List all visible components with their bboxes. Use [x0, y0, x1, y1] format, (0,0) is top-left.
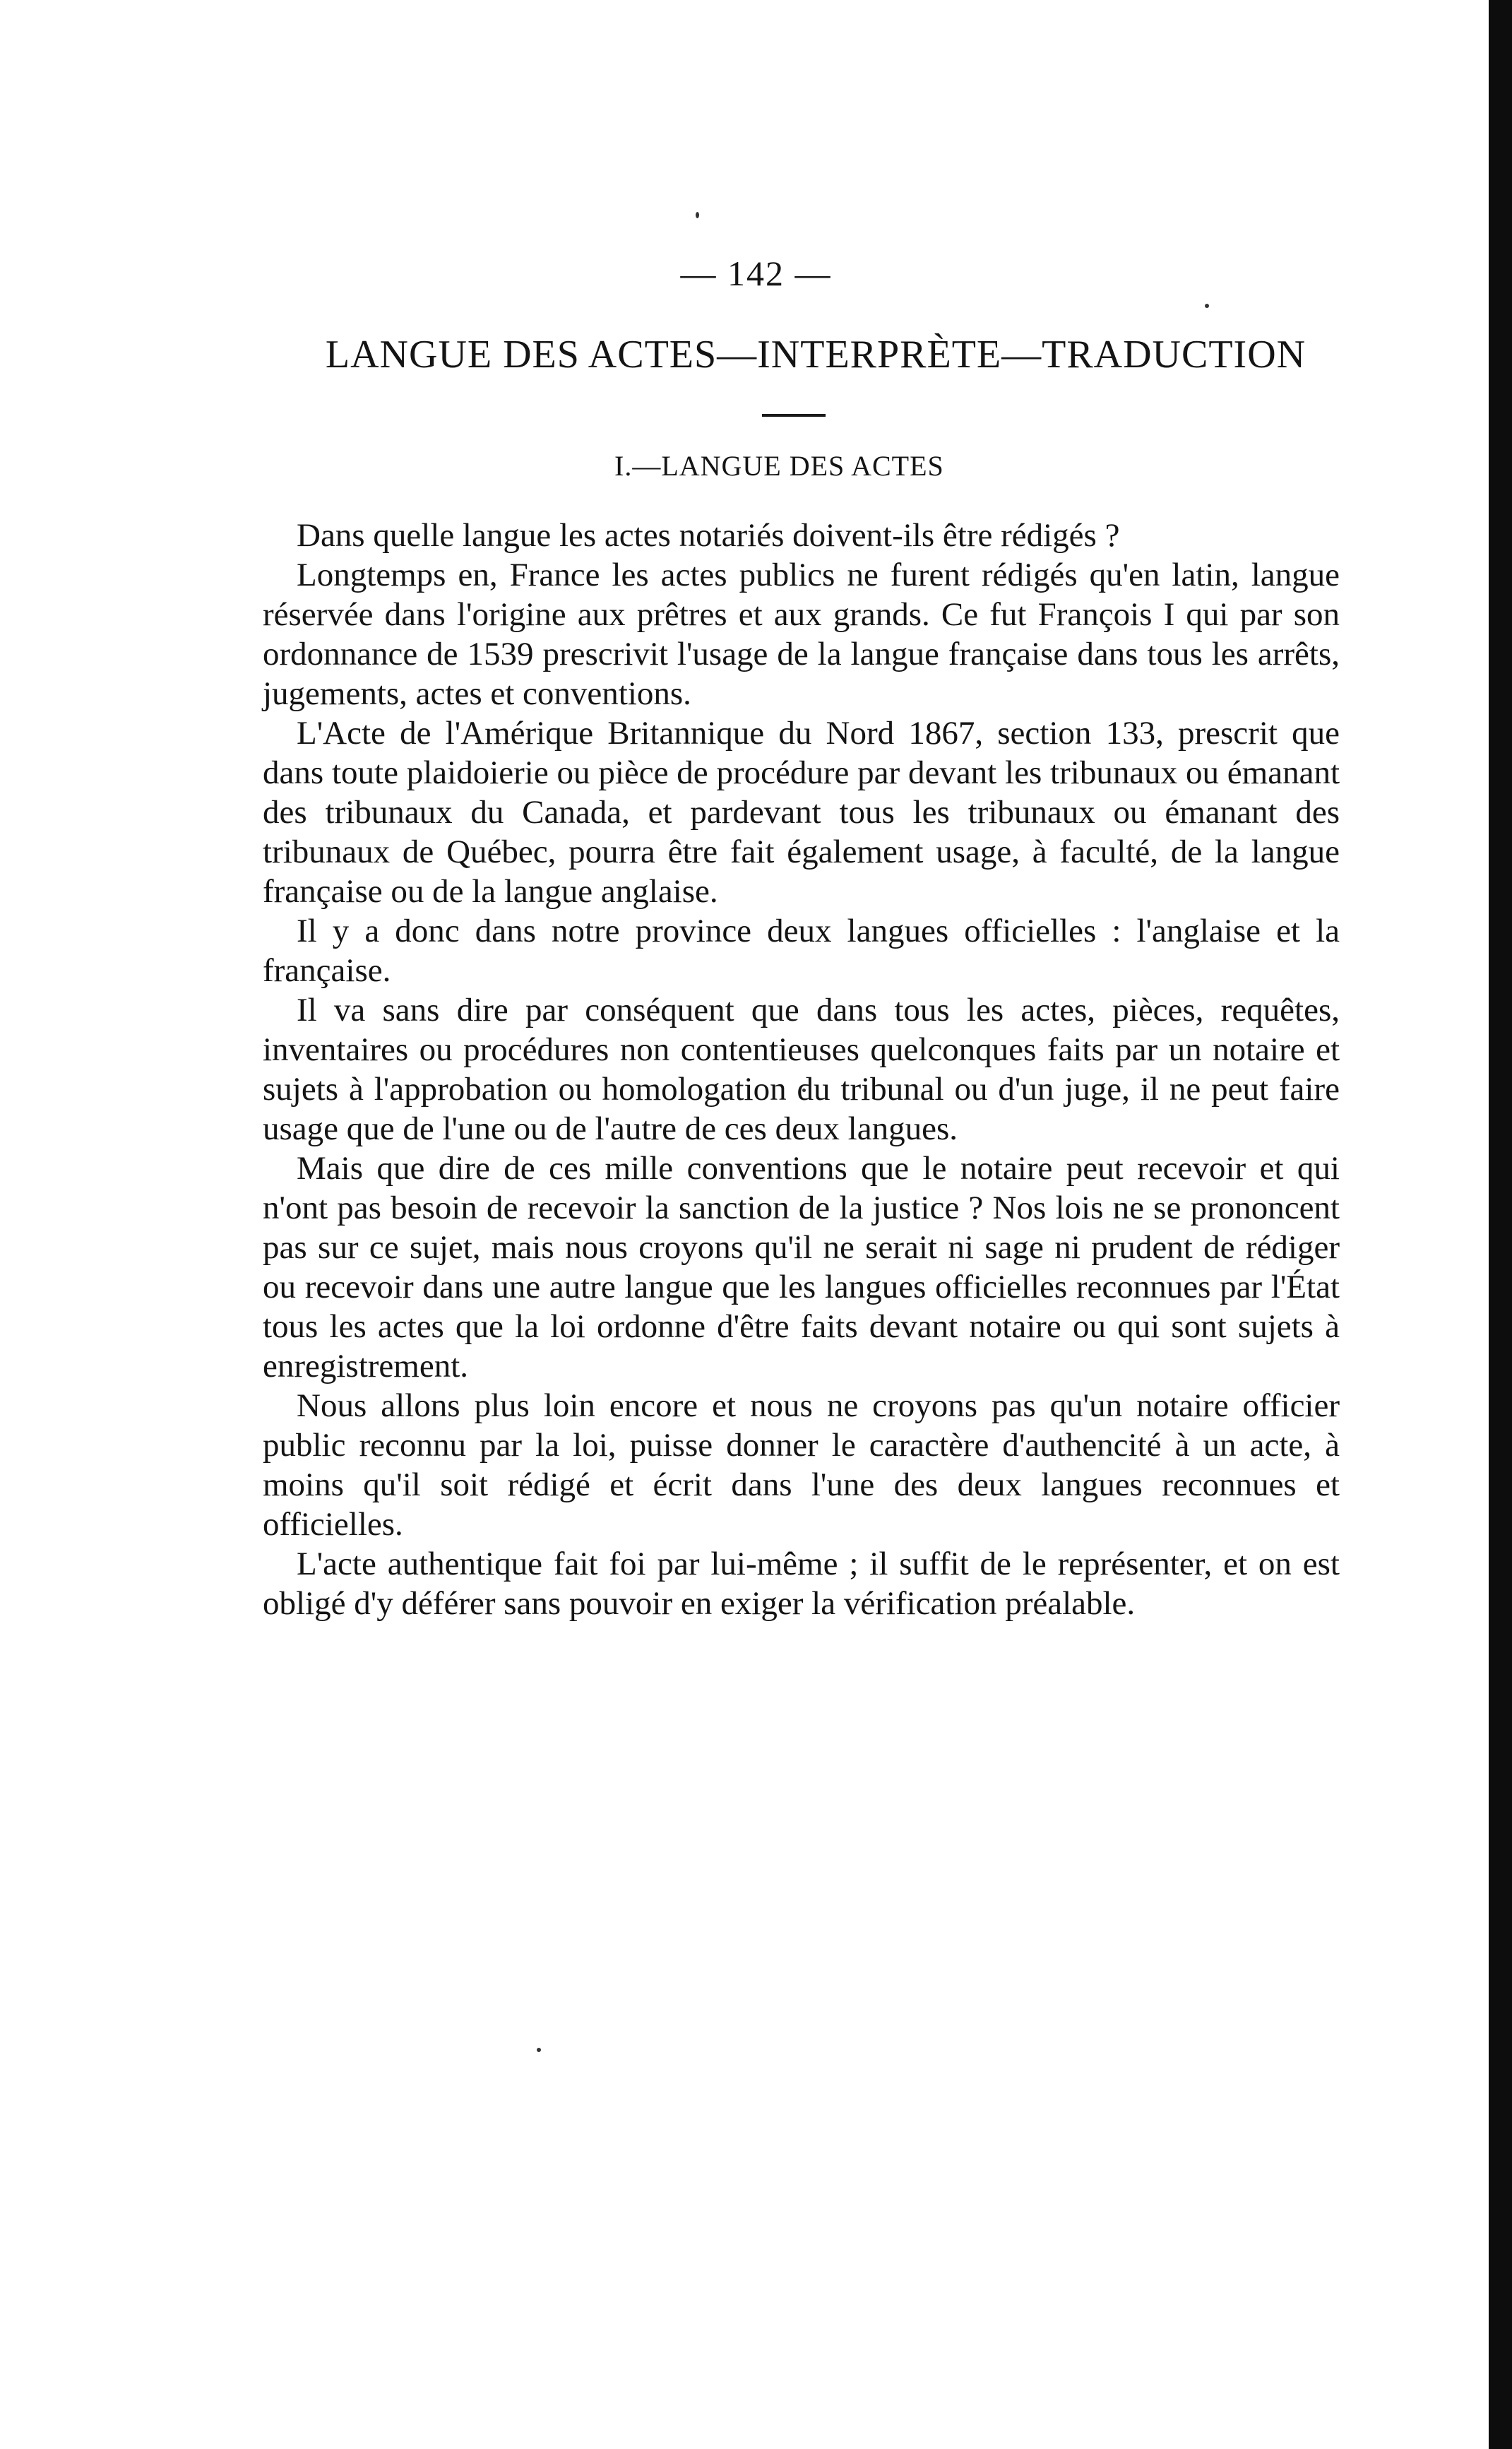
paragraph: Nous allons plus loin encore et nous ne croyons pas qu'un notaire officier public reconnu par la loi, puisse donner le caractère d'authencité à un acte, à moins qu'il soit rédigé et écrit dans l'une des deux langues reconnues et officielles.	[263, 1387, 1340, 1543]
title-rule	[762, 414, 826, 417]
scan-speck	[1205, 304, 1209, 308]
page-title: LANGUE DES ACTES—INTERPRÈTE—TRADUCTION	[325, 333, 1306, 376]
paragraph: L'Acte de l'Amérique Britannique du Nord 1867, section 133, prescrit que dans toute plaidoierie ou pièce de procédure par devant les tribunaux ou émanant des tribunaux du Canada, et pardevant tous les tribunaux ou émanant des tribunaux de Québec, pourra être fait également usage, à faculté, de la langue française ou de la langue anglaise.	[263, 715, 1340, 910]
paragraph: Mais que dire de ces mille conventions que le notaire peut recevoir et qui n'ont pas besoin de recevoir la sanction de la justice ? Nos lois ne se prononcent pas sur ce sujet, mais nous croyons qu'il ne serait ni sage ni prudent de rédiger ou recevoir dans une autre langue que les langues officielles reconnues par l'État tous les actes que la loi ordonne d'être faits devant notaire ou qui sont sujets à enregistrement.	[263, 1150, 1340, 1384]
paragraph: Longtemps en, France les actes publics ne furent rédigés qu'en latin, langue réservée dans l'origine aux prêtres et aux grands. Ce fut François I qui par son ordonnance de 1539 prescrivit l'usage de la langue française dans tous les arrêts, jugements, actes et conventions.	[263, 557, 1340, 712]
section-heading: I.—LANGUE DES ACTES	[614, 450, 944, 482]
scan-edge-bar	[1489, 0, 1512, 2449]
scan-speck	[696, 212, 699, 218]
scan-speck	[537, 2048, 541, 2052]
paragraph: Dans quelle langue les actes notariés doivent-ils être rédigés ?	[297, 517, 1120, 554]
paragraph: Il y a donc dans notre province deux langues officielles : l'anglaise et la française.	[263, 913, 1340, 989]
paragraph: Il va sans dire par conséquent que dans tous les actes, pièces, requêtes, inventaires ou procédures non contentieuses quelconques faits par un notaire et sujets à l'approbation ou homologation du tribunal ou d'un juge, il ne peut faire usage que de l'une ou de l'autre de ces deux langues.	[263, 992, 1340, 1147]
paragraph: L'acte authentique fait foi par lui-même ; il suffit de le représenter, et on est obligé d'y déférer sans pouvoir en exiger la vérification préalable.	[263, 1546, 1340, 1622]
body-text	[263, 516, 1340, 1623]
page-number: — 142 —	[680, 254, 832, 293]
